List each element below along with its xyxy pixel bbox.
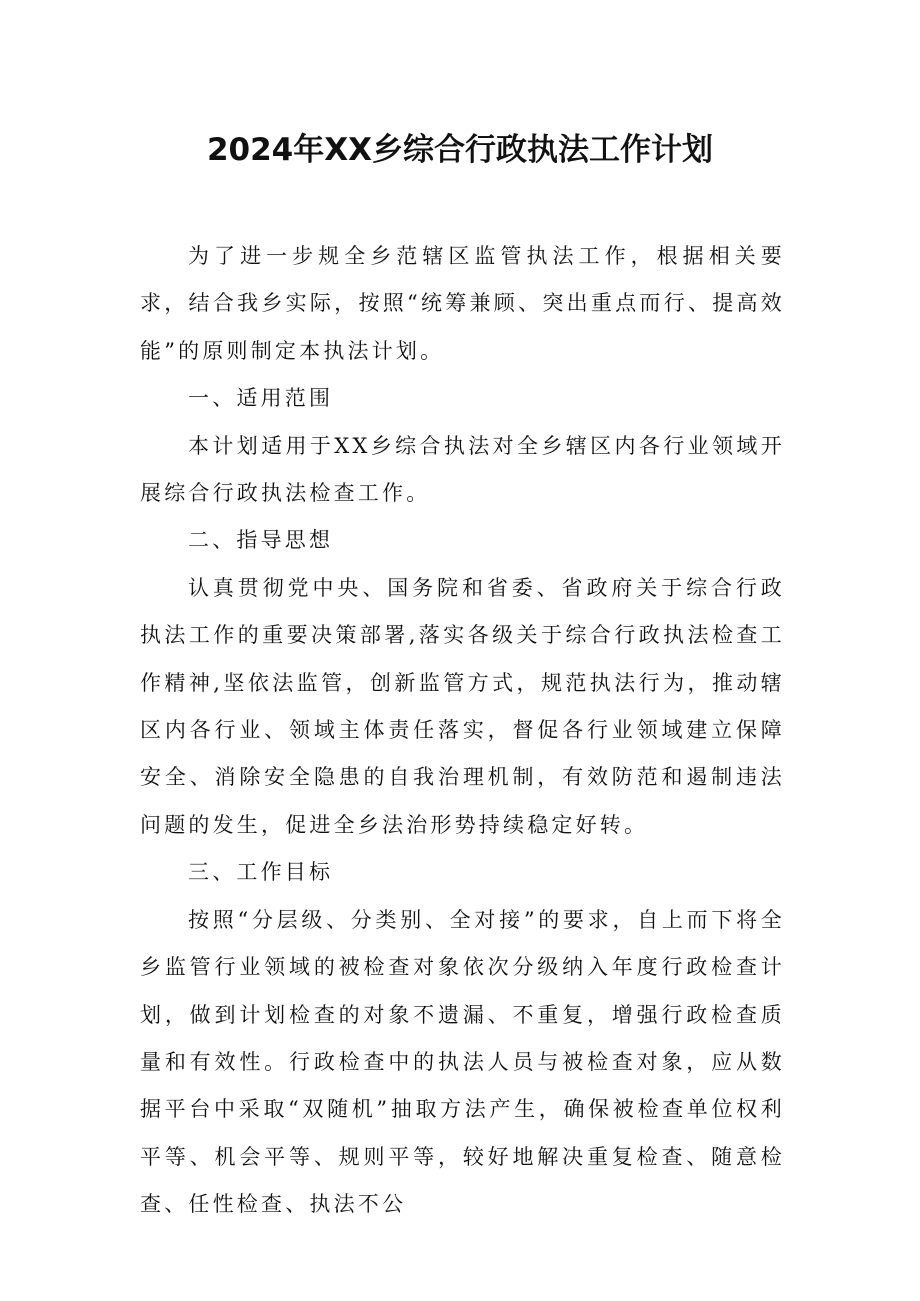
document-title: 2024年XX乡综合行政执法工作计划 <box>206 132 714 168</box>
scope-paragraph: 本计划适用于XX乡综合执法对全乡辖区内各行业领域开展综合行政执法检查工作。 <box>140 433 785 506</box>
guiding-ideology-paragraph: 认真贯彻党中央、国务院和省委、省政府关于综合行政执法工作的重要决策部署,落实各级关于综合行政执法检查工作精神,坚依法监管，创新监管方式，规范执法行为，推动辖区内各行业、领域主体责任落实，督促各行业领域建立保障安全、消除安全隐患的自我治理机制，有效防范和遏制违法问题的发生，促进全乡法治形势持续稳定好转。 <box>140 575 785 837</box>
section-heading-scope: 一、适用范围 <box>188 386 334 411</box>
document-body <box>140 233 785 1229</box>
intro-paragraph: 为了进一步规全乡范辖区监管执法工作，根据相关要求，结合我乡实际，按照“统筹兼顾、突出重点而行、提高效能”的原则制定本执法计划。 <box>140 244 785 363</box>
section-heading-guiding-ideology: 二、指导思想 <box>188 528 334 553</box>
work-goals-paragraph: 按照“分层级、分类别、全对接”的要求，自上而下将全乡监管行业领域的被检查对象依次分级纳入年度行政检查计划，做到计划检查的对象不遗漏、不重复，增强行政检查质量和有效性。行政检查中的执法人员与被检查对象，应从数据平台中采取“双随机”抽取方法产生，确保被检查单位权利平等、机会平等、规则平等，较好地解决重复检查、随意检查、任性检查、执法不公 <box>140 907 785 1217</box>
section-heading-work-goals: 三、工作目标 <box>188 860 334 885</box>
